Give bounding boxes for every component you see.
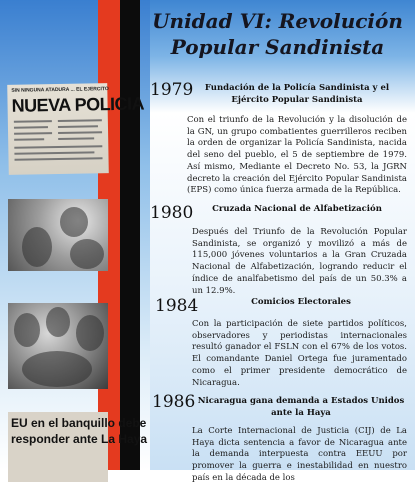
newspaper-text-line — [14, 145, 102, 149]
event-year-1984: 1984 — [155, 296, 199, 316]
newspaper-text-line — [14, 132, 52, 135]
newspaper-headline: NUEVA POLICIA — [11, 93, 145, 116]
event-year-1980: 1980 — [150, 203, 194, 223]
event-body-1980: Después del Triunfo de la Revolución Popular Sandinista, se organizó y movilizó a más de 115,000 jóvenes voluntarios a la Gran Cruzada Nacional de Alfabetización, logrando reducir el índice de analfabetismo del país de un 50.3% a un 12.9%. — [192, 227, 407, 296]
page-title: Unidad VI: Revolución Popular Sandinista — [152, 9, 403, 59]
newspaper-text-line — [58, 137, 94, 140]
newspaper-kicker: SIN NINGUNA ATADURA ... EL EJERCITO — [11, 86, 109, 94]
newspaper-text-line — [14, 151, 94, 154]
event-title-1986: Nicaragua gana demanda a Estados Unidos ante la Haya — [197, 396, 405, 418]
newspaper-text-line — [14, 138, 44, 141]
photo-figure — [22, 351, 92, 387]
newspaper-headline-line2: responder ante La Haya — [11, 432, 148, 446]
literacy-campaign-photo — [8, 199, 108, 271]
photo-figure — [70, 239, 104, 269]
newspaper-photo-hague — [8, 412, 148, 482]
event-title-1979: Fundación de la Policía Sandinista y el Ejército Popular Sandinista — [204, 83, 390, 105]
newspaper-text-line — [58, 125, 98, 128]
event-title-1980: Cruzada Nacional de Alfabetización — [212, 204, 382, 214]
photo-figure — [60, 207, 88, 237]
newspaper-text-line — [14, 120, 52, 123]
newspaper-text-line — [58, 119, 102, 122]
newspaper-text-line — [15, 157, 103, 161]
event-body-1984: Con la participación de siete partidos políticos, observadores y periodistas internacionales resultó ganador el FSLN con el 67% de los votos. El comandante Daniel Ortega fue juramentado como el primer presidente democrático de Nicaragua. — [192, 319, 407, 388]
event-year-1979: 1979 — [150, 80, 194, 100]
event-title-1984: Comicios Electorales — [251, 297, 351, 307]
elections-crowd-photo — [8, 303, 108, 389]
newspaper-photo-police — [7, 83, 145, 175]
photo-figure — [14, 313, 40, 347]
black-divider-bar — [120, 0, 140, 470]
newspaper-text-line — [14, 126, 48, 129]
newspaper-text-line — [58, 131, 102, 134]
event-body-1986: La Corte Internacional de Justicia (CIJ) de La Haya dicta sentencia a favor de Nicaragua ante la demanda interpuesta contra EEUU por promover la guerra e inestabilidad en nuestro país en la década de los — [192, 426, 407, 483]
event-year-1986: 1986 — [152, 392, 196, 412]
photo-figure — [46, 307, 70, 337]
photo-figure — [22, 227, 52, 267]
newspaper-headline-line1: EU en el banquillo debe — [11, 416, 147, 430]
event-body-1979: Con el triunfo de la Revolución y la disolución de la GN, un grupo combatientes guerrilleros reciben la orden de organizar la Policía Sandinista, nacida del seno del pueblo, el 5 de septiembre de 1979. Así mismo, Mediante el Decreto No. 53, la JGRN decreto la creación del Ejército Popular Sandinista (EPS) como única fuerza armada de la República. — [187, 115, 407, 196]
photo-figure — [76, 315, 104, 351]
